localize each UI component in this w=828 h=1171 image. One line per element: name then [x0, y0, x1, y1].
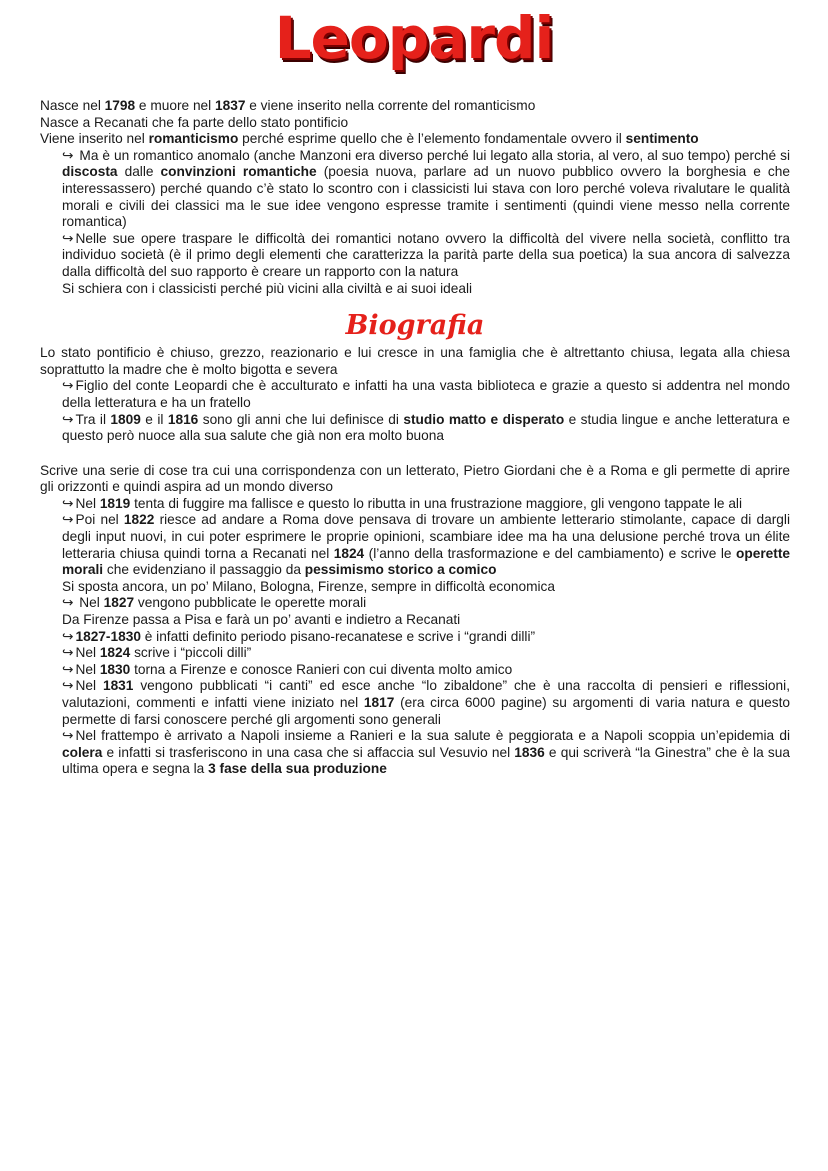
bio-bullet-1: [40, 378, 790, 411]
arrow-icon: ↪: [62, 512, 74, 528]
text: e il: [140, 411, 168, 427]
page-title: Leopardi: [274, 4, 554, 72]
intro-line-3: [40, 131, 790, 148]
text: Poi nel: [75, 512, 124, 528]
text: Nel: [75, 595, 104, 611]
bio-bullet-4: [40, 512, 790, 578]
text: (l’anno della trasformazione e del cambiamento) e scrive le: [364, 545, 736, 561]
intro-bullet-2: [40, 231, 790, 281]
text: (era circa 6000 pagine) su argomenti di varia natura e questo permette di farsi conoscere perché gli argomenti sono generali: [62, 695, 790, 727]
year-bold: 1827-1830: [75, 628, 141, 644]
text: che evidenziano il passaggio da: [103, 562, 305, 578]
text: Nel: [75, 678, 103, 694]
year-bold: 1824: [99, 645, 131, 661]
text: vengono pubblicate le operette morali: [134, 595, 367, 611]
bio-bullet-5: [40, 595, 790, 612]
intro-line-1: [40, 98, 790, 115]
year-bold: 1822: [123, 512, 155, 528]
text: e qui scriverà “la Ginestra” che è la sua ultima opera e segna la: [62, 744, 790, 777]
intro-bullet-2-continuation: Si schiera con i classicisti perché più vicini alla civiltà e ai suoi ideali: [62, 280, 473, 296]
section-title: Biografia: [345, 310, 485, 342]
text: torna a Firenze e conosce Ranieri con cui diventa molto amico: [130, 661, 513, 677]
text: Viene inserito nel: [40, 131, 149, 147]
title-banner: [0, 0, 828, 82]
arrow-icon: ↪: [62, 495, 74, 511]
text: e muore nel: [135, 98, 216, 113]
text: scrive i “piccoli dilli”: [130, 645, 252, 661]
bio-bullet-4-continuation: Si sposta ancora, un po’ Milano, Bologna, Firenze, sempre in difficoltà economica: [62, 578, 556, 594]
intro-bullet-1: [40, 148, 790, 231]
text: Figlio del conte Leopardi che è acculturato e infatti ha una vasta biblioteca e grazie a questo si addentra nel mondo della letteratura e ha un fratello: [62, 378, 790, 410]
arrow-icon: ↪: [62, 678, 74, 694]
text: e studia lingue e anche letteratura e questo però nuoce alla sua salute che già non era molto buona: [62, 411, 790, 444]
arrow-icon: ↪: [62, 628, 74, 644]
arrow-icon: ↪: [62, 661, 74, 677]
year-bold: 1837: [215, 98, 246, 113]
keyword-bold: romanticismo: [148, 131, 239, 147]
arrow-icon: ↪: [62, 230, 74, 246]
year-bold: 1819: [99, 495, 131, 511]
text: Ma è un romantico anomalo (anche Manzoni era diverso perché lui legato alla storia, al vero, al suo tempo) perché si: [75, 147, 790, 163]
bio-bullet-10: [40, 728, 790, 778]
keyword-bold: sentimento: [625, 131, 699, 147]
text: dalle: [117, 164, 161, 180]
text: Nelle sue opere traspare le difficoltà dei romantici notano ovvero la difficoltà del vivere nella società, conflitto tra individuo società (è il primo degli elementi che caratterizza la parità parte della sua poetica) la sua ancora di salvezza dalla difficoltà del suo rapporto è creare un rapporto con la natura: [62, 230, 790, 279]
text: perché esprime quello che è l’elemento fondamentale ovvero il: [238, 131, 626, 147]
text: Nel: [75, 661, 100, 677]
text: è infatti definito periodo pisano-recanatese e scrive i “grandi dilli”: [140, 628, 536, 644]
keyword-bold: studio matto e disperato: [403, 411, 565, 427]
year-bold: 1798: [104, 98, 136, 113]
year-bold: 1817: [363, 695, 395, 710]
bio-bullet-8: [40, 662, 790, 679]
arrow-icon: ↪: [62, 595, 74, 611]
text: Nel: [75, 645, 100, 661]
bio-paragraph-2: Scrive una serie di cose tra cui una corrispondenza con un letterato, Pietro Giordani che è a Roma e gli permette di aprire gli orizzonti e quindi aspira ad un mondo diverso: [40, 462, 790, 495]
bio-bullet-3: [40, 496, 790, 513]
text: riesce ad andare a Roma dove pensava di trovare un ambiente letterario stimolante, capace di dargli degli input nuovi, in cui poter esprimere le proprie opinioni, scambiare idee ma ha una delusione perché trova un élite letteraria chiusa quindi torna a Recanati nel: [62, 512, 790, 561]
text: Nel frattempo è arrivato a Napoli insieme a Ranieri e la sua salute è peggiorata e a Napoli scoppia un’epidemia di: [75, 728, 790, 744]
keyword-bold: operette morali: [62, 545, 790, 578]
text: tenta di fuggire ma fallisce e questo lo ributta in una frustrazione maggiore, gli vengono tappate le ali: [130, 495, 743, 511]
text: Nasce nel: [40, 98, 105, 113]
section-heading: [40, 309, 790, 343]
text: (poesia nuova, parlare ad un nuovo pubblico ovvero la borghesia e che interessassero) perché quando c’è stato lo scontro con i classicisti lui stava con loro perché voleva rivalutare le qualità morali e civili dei classici ma le sue idee vengono espresse tramite i sentimenti (quindi viene messo nella corrente romantica): [62, 164, 790, 230]
bio-bullet-6: [40, 629, 790, 646]
keyword-bold: discosta: [62, 164, 118, 180]
bio-bullet-9: [40, 678, 790, 728]
bio-bullet-5-continuation: Da Firenze passa a Pisa e farà un po’ avanti e indietro a Recanati: [62, 612, 461, 628]
year-bold: 1824: [333, 545, 365, 561]
arrow-icon: ↪: [62, 411, 74, 427]
year-bold: 1809: [110, 411, 141, 427]
keyword-bold: 3 fase della sua produzione: [208, 761, 387, 777]
bio-paragraph-1: Lo stato pontificio è chiuso, grezzo, reazionario e lui cresce in una famiglia che è altrettanto chiusa, legata alla chiesa soprattutto la madre che è molto bigotta e severa: [40, 345, 790, 377]
intro-line-2: Nasce a Recanati che fa parte dello stato pontificio: [40, 114, 349, 130]
arrow-icon: ↪: [62, 378, 74, 394]
year-bold: 1816: [167, 411, 199, 427]
year-bold: 1827: [103, 595, 135, 611]
spacer: [40, 445, 790, 463]
text: Tra il: [75, 411, 111, 427]
text: vengono pubblicati “i canti” ed esce anche “lo zibaldone” che è una raccolta di pensieri e riflessioni, valutazioni, commenti e infatti viene iniziato nel: [62, 678, 790, 710]
year-bold: 1830: [99, 661, 131, 677]
arrow-icon: ↪: [62, 645, 74, 661]
keyword-bold: colera: [62, 744, 103, 760]
notes-body: [40, 98, 790, 778]
arrow-icon: ↪: [62, 147, 74, 163]
bio-bullet-2: [40, 412, 790, 445]
keyword-bold: convinzioni romantiche: [160, 164, 317, 180]
text: e infatti si trasferiscono in una casa che si affaccia sul Vesuvio nel: [102, 744, 515, 760]
keyword-bold: pessimismo storico a comico: [304, 562, 497, 578]
year-bold: 1831: [102, 678, 134, 694]
text: e viene inserito nella corrente del romanticismo: [245, 98, 536, 113]
text: sono gli anni che lui definisce di: [198, 411, 404, 427]
year-bold: 1836: [514, 744, 545, 760]
text: Nel: [75, 495, 100, 511]
bio-bullet-7: [40, 645, 790, 662]
arrow-icon: ↪: [62, 728, 74, 744]
